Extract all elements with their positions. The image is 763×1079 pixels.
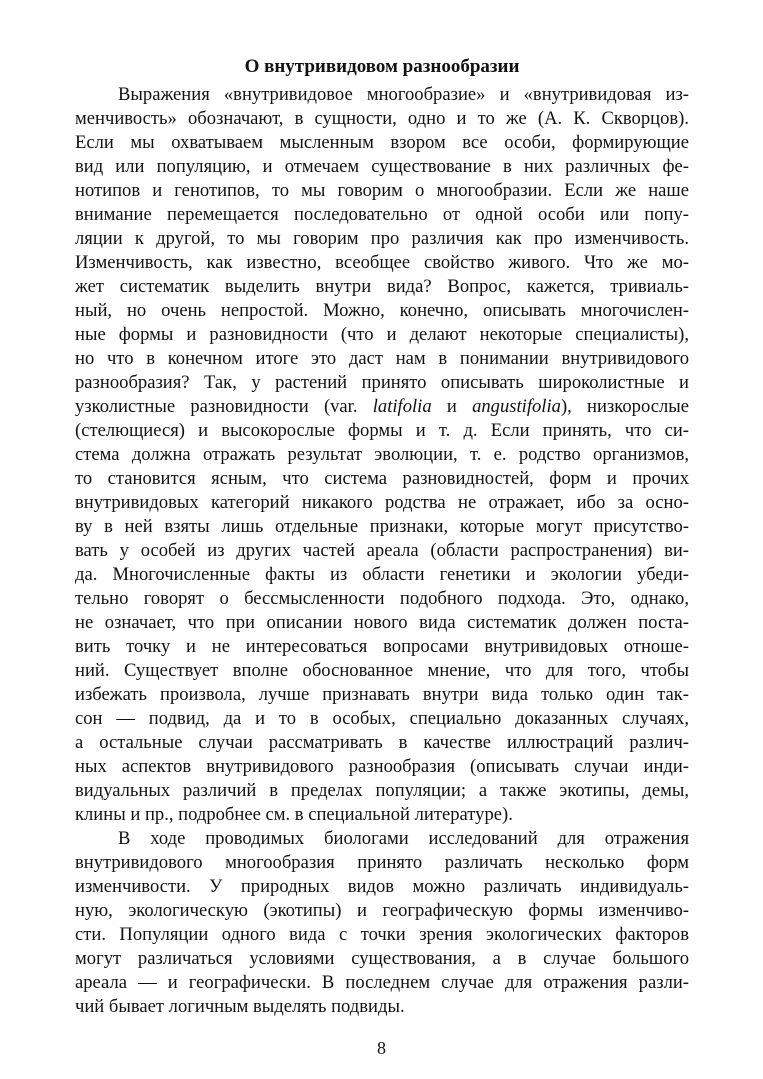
text-line: Изменчивость, как известно, всеобщее свойство живого. Что же мо- [75,252,689,273]
text-line: чий бывает логичным выделять подвиды. [75,996,405,1017]
text-line: избежать произвола, лучше признавать внутри вида только один так- [75,684,689,705]
latin-term: angustifolia [472,396,561,417]
text-line: менчивость» обозначают, в сущности, одно и то же (А. К. Скворцов). [75,108,689,129]
text-line: внутривидового многообразия принято различать несколько форм [75,852,689,873]
document-page [75,55,689,1019]
text-line: видуальных различий в пределах популяции; а также экотипы, демы, [75,780,689,801]
text-line: тельно говорят о бессмысленности подобного подхода. Это, однако, [75,588,689,609]
text-line: сон — подвид, да и то в особых, специально доказанных случаях, [75,708,689,729]
text-line: ный, но очень непростой. Можно, конечно, описывать многочислен- [75,300,689,321]
text-line: вить точку и не интересоваться вопросами внутривидовых отноше- [75,636,689,657]
page-number: 8 [377,1038,386,1058]
text-line: ний. Существует вполне обоснованное мнение, что для того, чтобы [75,660,689,681]
section-title: О внутривидовом разнообразии [244,56,520,77]
text-line: разнообразия? Так, у растений принято описывать широколистные и [75,372,689,393]
text-line: ареала — и географически. В последнем случае для отражения разли- [75,972,689,993]
paragraph-2 [75,827,689,1019]
text-line: (стелющиеся) и высокорослые формы и т. д. Если принять, что си- [75,420,689,441]
text-line: Выражения «внутривидовое многообразие» и «внутривидовая из- [118,84,689,105]
latin-term: latifolia [372,396,432,417]
text-line: да. Многочисленные факты из области генетики и экологии убеди- [75,564,689,585]
text-line: внимание перемещается последовательно от одной особи или попу- [75,204,689,225]
text-line: ляции к другой, то мы говорим про различия как про изменчивость. [75,228,689,249]
text-line: нотипов и генотипов, то мы говорим о многообразии. Если же наше [75,180,689,201]
text-line: ву в ней взяты лишь отдельные признаки, которые могут присутство- [75,516,689,537]
text-line: узколистные разновидности (var. latifolia и angustifolia), низкорослые [75,396,689,417]
text-line: изменчивости. У природных видов можно различать индивидуаль- [75,876,689,897]
text-line: внутривидовых категорий никакого родства не отражает, ибо за осно- [75,492,689,513]
text-line: стема должна отражать результат эволюции, т. е. родство организмов, [75,444,689,465]
text-line: вид или популяцию, и отмечаем существование в них различных фе- [75,156,689,177]
text-line: вать у особей из других частей ареала (области распространения) ви- [75,540,689,561]
text-line: ные формы и разновидности (что и делают некоторые специалисты), [75,324,689,345]
text-line: В ходе проводимых биологами исследований для отражения [118,828,689,849]
text-line: ных аспектов внутривидового разнообразия (описывать случаи инди- [75,756,689,777]
text-line: могут различаться условиями существования, а в случае большого [75,948,689,969]
text-line: а остальные случаи рассматривать в качестве иллюстраций различ- [75,732,689,753]
text-line: не означает, что при описании нового вида систематик должен поста- [75,612,689,633]
paragraph-1 [75,83,689,827]
text-line: жет систематик выделить внутри вида? Вопрос, кажется, тривиаль- [75,276,689,297]
text-line: клины и пр., подробнее см. в специальной литературе). [75,804,513,825]
text-line: то становится ясным, что система разновидностей, форм и прочих [75,468,689,489]
text-line: сти. Популяции одного вида с точки зрения экологических факторов [75,924,689,945]
text-line: Если мы охватываем мысленным взором все особи, формирующие [75,132,689,153]
text-line: ную, экологическую (экотипы) и географическую формы изменчиво- [75,900,689,921]
text-line: но что в конечном итоге это даст нам в понимании внутривидового [75,348,689,369]
